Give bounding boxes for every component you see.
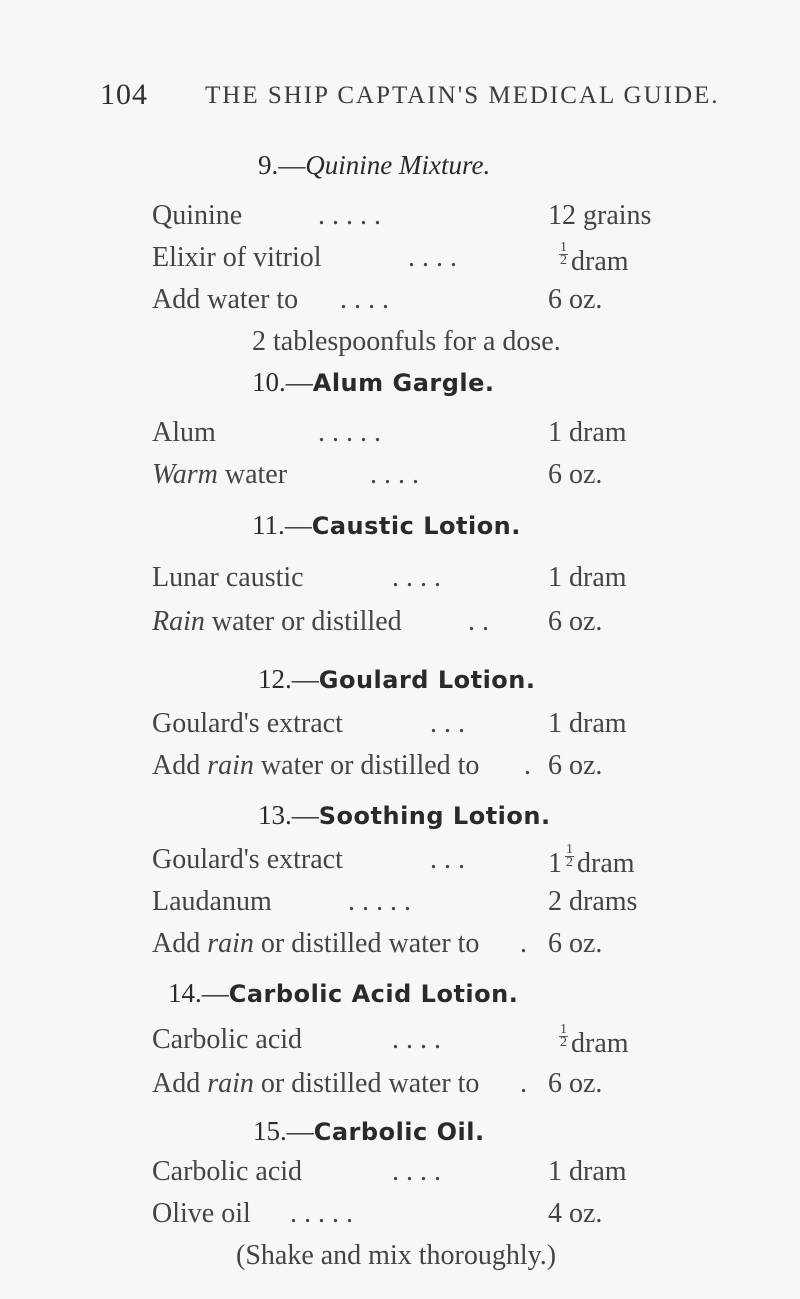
recipe-title: 13.—Soothing Lotion. xyxy=(258,800,551,830)
ingredient-name: Goulard's extract xyxy=(152,844,343,875)
recipe-number: 14. xyxy=(168,978,202,1008)
recipe-number: 13. xyxy=(258,800,292,830)
leader-dots: . . . . . xyxy=(348,886,411,917)
ingredient-name: Add rain or distilled water to xyxy=(152,928,480,959)
ingredient-row xyxy=(0,1024,800,1060)
ingredient-row xyxy=(0,200,800,236)
fraction: $\frac{1}{2}$ xyxy=(566,842,573,870)
recipe-number: 10. xyxy=(252,367,286,397)
ingredient-amount: 6 oz. xyxy=(548,928,603,959)
recipe-name: Quinine Mixture. xyxy=(305,150,491,180)
dosage-note: 2 tablespoonfuls for a dose. xyxy=(252,326,561,357)
ingredient-amount: 2 drams xyxy=(548,886,638,917)
ingredient-name: Elixir of vitriol xyxy=(152,242,322,273)
ingredient-row xyxy=(0,928,800,964)
recipe-name: Carbolic Oil. xyxy=(313,1118,485,1146)
recipe-title: 9.—Quinine Mixture. xyxy=(258,150,491,180)
ingredient-amount: 6 oz. xyxy=(548,1068,603,1099)
fraction: $\frac{1}{2}$ xyxy=(560,240,567,268)
recipe-name: Alum Gargle. xyxy=(312,369,495,397)
leader-dots: . . . . . xyxy=(290,1198,353,1229)
ingredient-row xyxy=(0,708,800,744)
ingredient-name: Add water to xyxy=(152,284,299,315)
ingredient-row xyxy=(0,1198,800,1234)
ingredient-amount: 1 dram xyxy=(548,708,627,739)
ingredient-row xyxy=(0,417,800,453)
recipe-name: Goulard Lotion. xyxy=(318,666,536,694)
ingredient-amount: 12 grains xyxy=(548,200,652,231)
leader-dots: . . . . xyxy=(340,284,389,315)
leader-dots: . xyxy=(524,750,531,781)
recipe-number: 15. xyxy=(253,1116,287,1146)
ingredient-amount: 6 oz. xyxy=(548,459,603,490)
ingredient-row xyxy=(0,284,800,320)
leader-dots: . . . xyxy=(430,708,465,739)
ingredient-name: Add rain or distilled water to xyxy=(152,1068,480,1099)
leader-dots: . . . . . xyxy=(318,200,381,231)
fraction: $\frac{1}{2}$ xyxy=(560,1022,567,1050)
ingredient-name: Carbolic acid xyxy=(152,1156,303,1187)
ingredient-amount: $\frac{1}{2}$ dram xyxy=(560,240,629,277)
ingredient-amount: 1 $\frac{1}{2}$ dram xyxy=(548,842,635,879)
ingredient-name: Alum xyxy=(152,417,216,448)
ingredient-amount: 4 oz. xyxy=(548,1198,603,1229)
leader-dots: . xyxy=(520,1068,527,1099)
leader-dots: . . . . . xyxy=(318,417,381,448)
ingredient-amount: 6 oz. xyxy=(548,750,603,781)
page-header xyxy=(0,78,800,118)
leader-dots: . . . . xyxy=(392,1024,441,1055)
leader-dots: . xyxy=(520,928,527,959)
ingredient-name: Carbolic acid xyxy=(152,1024,303,1055)
ingredient-name: Quinine xyxy=(152,200,243,231)
ingredient-row xyxy=(0,459,800,495)
ingredient-row xyxy=(0,562,800,598)
ingredient-row xyxy=(0,242,800,278)
ingredient-name: Olive oil xyxy=(152,1198,251,1229)
leader-dots: . . . xyxy=(430,844,465,875)
recipe-name: Caustic Lotion. xyxy=(311,512,521,540)
ingredient-row xyxy=(0,844,800,880)
leader-dots: . . . . xyxy=(392,562,441,593)
ingredient-name: Rain water or distilled xyxy=(152,606,402,637)
ingredient-row xyxy=(0,1068,800,1104)
ingredient-amount: 1 dram xyxy=(548,417,627,448)
recipe-name: Soothing Lotion. xyxy=(318,802,551,830)
ingredient-name: Goulard's extract xyxy=(152,708,343,739)
recipe-title: 15.—Carbolic Oil. xyxy=(253,1116,485,1146)
recipe-title: 11.—Caustic Lotion. xyxy=(252,510,521,540)
ingredient-amount: 6 oz. xyxy=(548,606,603,637)
recipe-number: 12. xyxy=(258,664,292,694)
recipe-title: 14.—Carbolic Acid Lotion. xyxy=(168,978,519,1008)
ingredient-name: Warm water xyxy=(152,459,288,490)
ingredient-name: Laudanum xyxy=(152,886,272,917)
page-number: 104 xyxy=(100,78,148,111)
leader-dots: . . xyxy=(468,606,489,637)
ingredient-amount: 6 oz. xyxy=(548,284,603,315)
ingredient-row xyxy=(0,1156,800,1192)
recipe-title: 10.—Alum Gargle. xyxy=(252,367,495,397)
recipe-name: Carbolic Acid Lotion. xyxy=(228,980,519,1008)
running-title: THE SHIP CAPTAIN'S MEDICAL GUIDE. xyxy=(205,82,720,109)
ingredient-row xyxy=(0,750,800,786)
recipe-number: 11. xyxy=(252,510,285,540)
ingredient-row xyxy=(0,606,800,642)
ingredient-row xyxy=(0,886,800,922)
ingredient-name: Add rain water or distilled to xyxy=(152,750,480,781)
leader-dots: . . . . xyxy=(370,459,419,490)
ingredient-name: Lunar caustic xyxy=(152,562,304,593)
leader-dots: . . . . xyxy=(408,242,457,273)
ingredient-amount: 1 dram xyxy=(548,1156,627,1187)
ingredient-amount: 1 dram xyxy=(548,562,627,593)
ingredient-amount: $\frac{1}{2}$ dram xyxy=(560,1022,629,1059)
recipe-number: 9. xyxy=(258,150,279,180)
instruction-note: (Shake and mix thoroughly.) xyxy=(236,1240,557,1271)
leader-dots: . . . . xyxy=(392,1156,441,1187)
recipe-title: 12.—Goulard Lotion. xyxy=(258,664,536,694)
